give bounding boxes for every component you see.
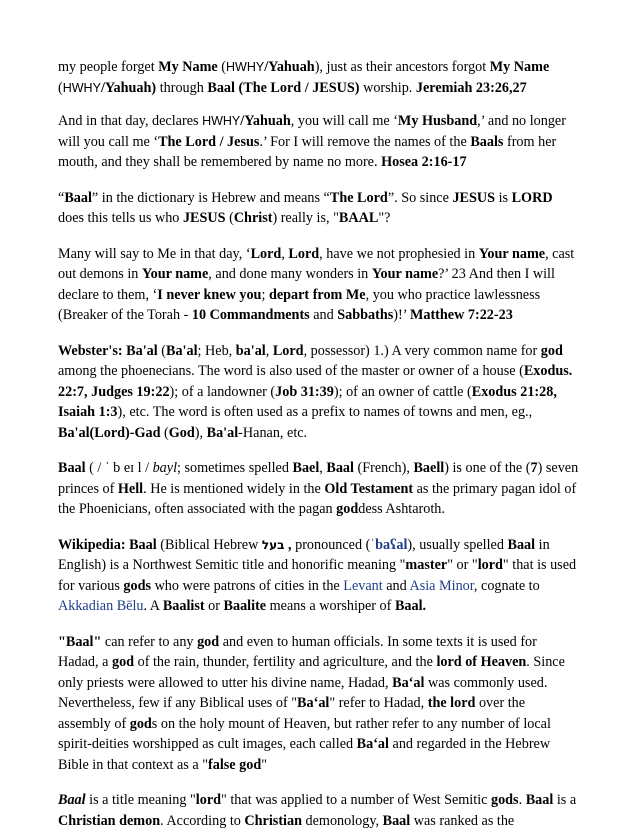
text-run: . He is mentioned widely in the — [143, 480, 325, 497]
text-run: Lord — [288, 245, 320, 262]
text-run: The Lord / Jesus — [158, 133, 260, 150]
text-run: ( — [58, 79, 63, 96]
text-run: ( — [217, 59, 226, 75]
text-run: from her mouth, and they shall be remembered by name no more. — [58, 133, 557, 170]
text-run: depart from Me — [268, 286, 366, 303]
text-run: , possessor) 1.) A very common name for — [303, 342, 541, 359]
text-run: god — [336, 501, 359, 517]
paragraph-9 — [58, 790, 580, 831]
text-run: , have we not prophesied in — [319, 245, 479, 262]
text-run: false god — [208, 756, 262, 773]
text-run: Baal — [525, 792, 554, 808]
text-run: . According to — [160, 812, 245, 829]
text-run: -Hanan, etc. — [238, 424, 308, 441]
text-run: god — [197, 633, 220, 650]
text-run: /Yahuah) — [100, 79, 157, 96]
text-run: Baal — [58, 792, 86, 808]
text-run: through — [156, 79, 208, 96]
text-run: " refer to Hadad, — [329, 695, 428, 711]
text-run: Baal — [64, 189, 92, 206]
text-run: Bael — [292, 460, 320, 476]
text-run: " that is used for various — [58, 557, 577, 594]
text-run: , — [319, 460, 327, 476]
text-run: " that was applied to a number of West Semitic — [221, 792, 491, 808]
text-run: ), — [194, 424, 207, 441]
text-run: Jeremiah 23:26,27 — [415, 79, 527, 96]
text-run: Baal (The Lord / JESUS) — [207, 79, 360, 96]
text-run: . — [518, 792, 526, 808]
paragraph-1 — [58, 57, 580, 98]
text-run: and — [309, 307, 338, 323]
text-run: JESUS — [452, 189, 496, 206]
text-run: , — [265, 342, 273, 359]
text-run: is a title meaning " — [85, 792, 196, 808]
text-run: ; Heb, — [197, 342, 236, 359]
text-run: Old Testament — [324, 480, 414, 497]
text-run: The Lord — [329, 189, 388, 206]
text-run: ); of a landowner ( — [169, 383, 276, 400]
paragraph-5 — [58, 341, 580, 444]
text-run: ( — [157, 342, 166, 359]
text-run: lord — [195, 792, 222, 808]
text-run: lord of Heaven — [436, 654, 527, 670]
text-run: Many will say to Me in that day, ‘ — [58, 245, 251, 262]
text-run[interactable]: Asia Minor — [409, 577, 474, 594]
text-run: 10 Commandments — [191, 307, 310, 323]
text-run: my people forget — [58, 59, 159, 75]
text-run: Exodus 21:28, Isaiah 1:3 — [58, 383, 557, 420]
text-run: in English) is a Northwest Semitic title and honorific meaning " — [58, 536, 550, 573]
paragraph-7 — [58, 535, 580, 617]
text-run: Matthew 7:22-23 — [409, 307, 513, 323]
text-run: master — [405, 557, 448, 573]
text-run: was ranked as the — [410, 812, 515, 829]
text-run: bayl — [152, 460, 178, 476]
text-run: ), just as their ancestors forgot — [314, 59, 490, 75]
text-run: Christ — [233, 210, 273, 226]
text-run: was commonly used. Nevertheless, few if any Biblical uses of " — [58, 674, 548, 711]
text-run: " — [261, 756, 267, 773]
text-run: ) really is, " — [272, 210, 339, 226]
text-run: means a worshiper of — [266, 598, 395, 614]
text-run: ”. So since — [387, 189, 453, 206]
text-run: HWHY — [202, 114, 241, 128]
text-run: ) seven princes of — [58, 460, 579, 497]
text-run: is — [495, 189, 512, 206]
text-run: Sabbaths — [337, 307, 394, 323]
text-run: ) is one of the ( — [444, 460, 531, 476]
text-run: Hosea 2:16-17 — [381, 154, 467, 170]
text-run: , you who practice lawlessness (Breaker of the Torah - — [58, 286, 541, 323]
text-run: And in that day, declares — [58, 113, 203, 129]
text-run: Baal — [507, 536, 536, 553]
paragraph-6 — [58, 458, 580, 520]
text-run: , — [284, 536, 292, 553]
paragraph-3 — [58, 188, 580, 229]
text-run: /Yahuah — [240, 113, 291, 129]
text-run: My Husband — [397, 113, 478, 129]
text-run: Christian demon — [58, 812, 161, 829]
text-run: /Yahuah — [264, 59, 315, 75]
text-run[interactable]: Akkadian Bēlu — [58, 598, 144, 614]
text-run: .’ For I will remove the names of the — [259, 133, 471, 150]
text-run: Your name — [141, 266, 209, 282]
text-run: HWHY — [62, 80, 101, 95]
text-run: or — [204, 598, 224, 614]
text-run: God — [168, 424, 195, 441]
text-run: as the primary pagan idol of the Phoenicians, often associated with the pagan — [58, 480, 577, 517]
paragraph-4 — [58, 244, 580, 326]
text-run: ( / ˈ b eɪ l / — [85, 460, 153, 476]
text-run: ); of an owner of cattle ( — [333, 383, 472, 400]
text-run: gods — [490, 792, 519, 808]
text-run: Ba'al(Lord)-Gad — [58, 424, 161, 441]
text-run: I never knew you — [157, 286, 262, 303]
text-run: “ — [58, 189, 65, 206]
text-run: lord — [477, 557, 503, 573]
text-run: Lord — [250, 245, 282, 262]
text-run: who were patrons of cities in the — [151, 577, 344, 594]
text-run: over the assembly of — [58, 695, 526, 732]
text-run: god — [540, 342, 563, 359]
text-run: ; — [261, 286, 269, 303]
text-run: Baalite — [223, 598, 267, 614]
text-run: ( — [160, 424, 169, 441]
text-run: Baal — [382, 812, 411, 829]
text-run: ba'al — [235, 342, 266, 359]
text-run: , — [281, 245, 289, 262]
text-run: demonology, — [301, 812, 383, 829]
text-run: pronounced ( — [291, 536, 371, 553]
paragraph-2 — [58, 111, 580, 173]
text-run: god — [111, 654, 135, 670]
text-run: Your name — [371, 266, 439, 282]
text-run: among the phoenecians. The word is also used of the master or owner of a house ( — [58, 363, 524, 379]
text-run: "Baal" — [58, 633, 102, 650]
text-run[interactable]: Levant — [343, 577, 383, 594]
text-run: 7 — [530, 460, 538, 476]
text-run: can refer to any — [101, 633, 198, 650]
text-run: " or " — [447, 557, 478, 573]
text-run: god — [129, 715, 152, 732]
text-run: ), usually spelled — [407, 536, 508, 553]
text-run: Baell — [413, 460, 445, 476]
text-run: Baalist — [162, 598, 205, 614]
text-run: the lord — [427, 695, 476, 711]
text-run: )!’ — [393, 307, 410, 323]
text-run: (Biblical Hebrew — [156, 536, 262, 553]
text-run: dess Ashtaroth. — [358, 501, 445, 517]
text-run[interactable]: ˈbaʕal — [370, 536, 408, 553]
text-run: , cast out demons in — [58, 245, 575, 282]
text-run: and — [382, 577, 410, 594]
text-run: ,’ and no longer will you call me ‘ — [58, 113, 566, 150]
paragraph-8 — [58, 632, 580, 776]
text-run: Baal — [58, 460, 86, 476]
text-run: ; sometimes spelled — [177, 460, 293, 476]
text-run: ), etc. The word is often used as a prefix to names of towns and men, eg., — [117, 404, 533, 420]
text-run: , you will call me ‘ — [290, 113, 398, 129]
text-run: ( — [225, 210, 234, 226]
text-run: My Name — [158, 59, 218, 75]
text-run: BAAL — [338, 210, 379, 226]
text-run: Ba'al — [165, 342, 198, 359]
text-run: Baals — [470, 133, 504, 150]
text-run: . A — [143, 598, 163, 614]
text-run: Ba‘al — [297, 695, 330, 711]
text-run: Ba'al — [206, 424, 239, 441]
text-run: Baal. — [394, 598, 427, 614]
text-run: (French), — [353, 460, 414, 476]
text-run: , cognate to — [473, 577, 540, 594]
text-run: does this tells us who — [58, 210, 183, 226]
text-run: My Name — [489, 59, 550, 75]
text-run: . Since only priests were allowed to utter his divine name, Hadad, — [58, 654, 565, 691]
text-run: , and done many wonders in — [208, 266, 372, 282]
text-run: of the rain, thunder, fertility and agriculture, and the — [134, 654, 437, 670]
text-run: "? — [378, 210, 391, 226]
text-run: בעל — [261, 537, 285, 552]
text-run: ” in the dictionary is Hebrew and means “ — [91, 189, 330, 206]
text-run: Ba‘al — [392, 674, 425, 691]
text-run: and regarded in the Hebrew Bible in that context as a " — [58, 736, 551, 773]
text-run: Christian — [244, 812, 302, 829]
text-run: gods — [123, 577, 152, 594]
text-run: Lord — [272, 342, 304, 359]
text-run: Your name — [478, 245, 546, 262]
text-run: Exodus. 22:7, Judges 19:22 — [58, 363, 573, 400]
text-run: HWHY — [226, 60, 265, 74]
text-run: Wikipedia: Baal — [58, 536, 157, 553]
text-run: LORD — [511, 189, 553, 206]
text-run: Job 31:39 — [275, 383, 334, 400]
text-run: Ba‘al — [356, 736, 389, 752]
text-run: and even to human officials. In some texts it is used for Hadad, a — [58, 633, 537, 670]
text-run: worship. — [359, 79, 416, 96]
text-run: Webster's: Ba'al — [58, 342, 158, 359]
text-run: s on the holy mount of Heaven, but rather refer to any number of local spirit-deities worshipped as cult images, each called — [58, 715, 551, 752]
text-run: Baal — [326, 460, 354, 476]
text-run: JESUS — [182, 210, 226, 226]
text-run: Hell — [117, 480, 144, 497]
text-run: ?’ 23 And then I will declare to them, ‘ — [58, 266, 555, 303]
text-run: is a — [553, 792, 577, 808]
